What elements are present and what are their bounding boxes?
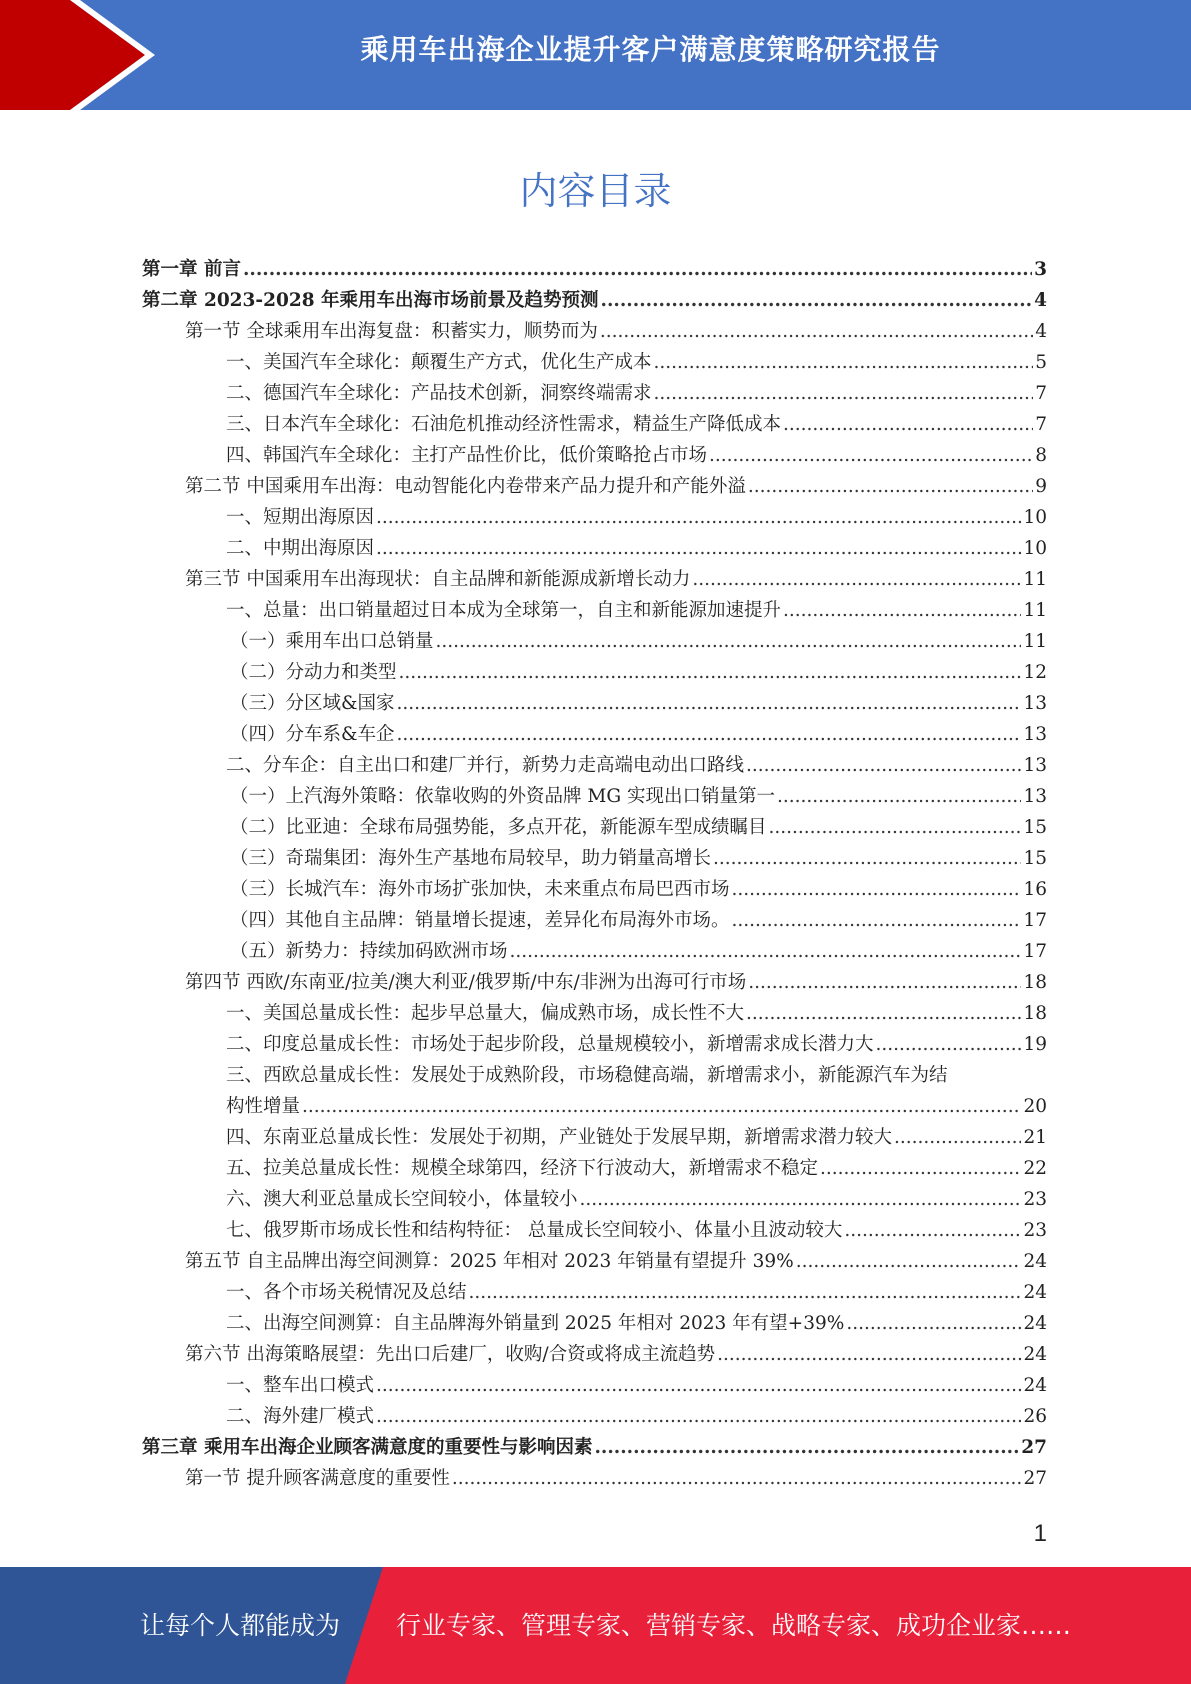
toc-page-number: 11 xyxy=(1023,631,1047,652)
toc-page-number: 4 xyxy=(1034,290,1047,311)
footer-slogan-left: 让每个人都能成为 xyxy=(140,1611,341,1640)
toc-leader-dots xyxy=(844,1215,1021,1246)
toc-page-number: 5 xyxy=(1035,352,1047,373)
toc-page-number: 10 xyxy=(1023,507,1047,528)
toc-page-number: 20 xyxy=(1023,1096,1047,1117)
toc-page-number: 22 xyxy=(1023,1158,1047,1179)
toc-entry[interactable] xyxy=(142,750,1047,781)
toc-entry[interactable] xyxy=(142,316,1047,347)
toc-entry-text: （三）长城汽车：海外市场扩张加快，未来重点布局巴西市场 xyxy=(230,879,730,900)
page-number: 1 xyxy=(1033,1520,1047,1547)
toc-leader-dots xyxy=(894,1122,1021,1153)
toc-entry-text: 一、美国汽车全球化：颠覆生产方式，优化生产成本 xyxy=(226,352,652,373)
toc-entry-text: 一、总量：出口销量超过日本成为全球第一，自主和新能源加速提升 xyxy=(226,600,782,621)
toc-leader-dots xyxy=(302,1091,1021,1122)
toc-leader-dots xyxy=(820,1153,1021,1184)
toc-page-number: 8 xyxy=(1035,445,1047,466)
toc-entry-text: （一）上汽海外策略：依靠收购的外资品牌 MG 实现出口销量第一 xyxy=(230,786,775,807)
toc-entry[interactable] xyxy=(142,1370,1047,1401)
toc-entry[interactable] xyxy=(142,1153,1047,1184)
toc-entry[interactable] xyxy=(142,1339,1047,1370)
toc-entry[interactable] xyxy=(142,1060,1047,1122)
toc-page-number: 7 xyxy=(1035,383,1047,404)
toc-entry-text: 第一节 全球乘用车出海复盘：积蓄实力，顺势而为 xyxy=(185,321,598,342)
toc-entry-text: （四）分车系&车企 xyxy=(230,724,395,745)
toc-entry[interactable] xyxy=(142,533,1047,564)
toc-leader-dots xyxy=(748,471,1033,502)
toc-title: 内容目录 xyxy=(519,169,672,213)
toc-leader-dots xyxy=(746,998,1021,1029)
toc-entry-text: 第五节 自主品牌出海空间测算：2025 年相对 2023 年销量有望提升 39% xyxy=(185,1251,794,1272)
header-title: 乘用车出海企业提升客户满意度策略研究报告 xyxy=(360,33,941,66)
toc-entry[interactable] xyxy=(142,874,1047,905)
toc-entry-text: （五）新势力：持续加码欧洲市场 xyxy=(230,941,508,962)
toc-leader-dots xyxy=(243,254,1032,285)
toc-page-number: 3 xyxy=(1034,259,1047,280)
toc-leader-dots xyxy=(396,719,1021,750)
toc-entry[interactable] xyxy=(142,905,1047,936)
toc-entry[interactable] xyxy=(142,595,1047,626)
toc-entry-text: 第二章 2023-2028 年乘用车出海市场前景及趋势预测 xyxy=(142,290,599,311)
toc-entry-text: 三、西欧总量成长性：发展处于成熟阶段，市场稳健高端，新增需求小，新能源汽车为结 xyxy=(226,1065,948,1086)
toc-entry-text: 二、德国汽车全球化：产品技术创新，洞察终端需求 xyxy=(226,383,652,404)
toc-leader-dots xyxy=(376,502,1021,533)
toc-leader-dots xyxy=(713,843,1021,874)
toc-leader-dots xyxy=(594,1432,1019,1463)
toc-entry[interactable] xyxy=(142,657,1047,688)
toc-entry-text: 二、分车企：自主出口和建厂并行，新势力走高端电动出口路线 xyxy=(226,755,745,776)
toc-entry-text: 二、海外建厂模式 xyxy=(226,1406,375,1427)
toc-page-number: 13 xyxy=(1023,724,1047,745)
toc-leader-dots xyxy=(717,1339,1021,1370)
toc-entry-text: 第六节 出海策略展望：先出口后建厂，收购/合资或将成主流趋势 xyxy=(185,1344,716,1365)
toc-entry-text: （二）比亚迪：全球布局强势能，多点开花，新能源车型成绩瞩目 xyxy=(230,817,767,838)
toc-leader-dots xyxy=(376,1401,1021,1432)
toc-entry[interactable] xyxy=(142,1277,1047,1308)
toc-entry-text: 第三节 中国乘用车出海现状：自主品牌和新能源成新增长动力 xyxy=(185,569,691,590)
toc-page-number: 23 xyxy=(1023,1189,1047,1210)
toc-leader-dots xyxy=(396,688,1021,719)
toc-entry[interactable] xyxy=(142,347,1047,378)
toc-entry-text: 二、出海空间测算：自主品牌海外销量到 2025 年相对 2023 年有望+39% xyxy=(226,1313,845,1334)
toc-leader-dots xyxy=(746,750,1021,781)
toc-leader-dots xyxy=(783,409,1033,440)
toc-entry-text: 第四节 西欧/东南亚/拉美/澳大利亚/俄罗斯/中东/非洲为出海可行市场 xyxy=(185,972,747,993)
toc-entry-text: 四、韩国汽车全球化：主打产品性价比，低价策略抢占市场 xyxy=(226,445,708,466)
toc-entry[interactable] xyxy=(142,471,1047,502)
table-of-contents xyxy=(142,254,1047,1494)
toc-page-number: 27 xyxy=(1023,1468,1047,1489)
toc-page-number: 7 xyxy=(1035,414,1047,435)
toc-entry[interactable] xyxy=(142,378,1047,409)
toc-page-number: 10 xyxy=(1023,538,1047,559)
page-footer xyxy=(0,1567,1191,1684)
toc-entry[interactable] xyxy=(142,1029,1047,1060)
toc-page-number: 13 xyxy=(1023,786,1047,807)
toc-leader-dots xyxy=(777,781,1021,812)
toc-leader-dots xyxy=(601,285,1033,316)
footer-slogan-right: 行业专家、管理专家、营销专家、战略专家、成功企业家…… xyxy=(396,1611,1072,1640)
toc-entry-text: （三）奇瑞集团：海外生产基地布局较早，助力销量高增长 xyxy=(230,848,712,869)
toc-leader-dots xyxy=(876,1029,1022,1060)
toc-entry[interactable] xyxy=(142,781,1047,812)
toc-entry-text: 第二节 中国乘用车出海：电动智能化内卷带来产品力提升和产能外溢 xyxy=(185,476,746,497)
toc-entry[interactable] xyxy=(142,1401,1047,1432)
toc-entry-text: 二、印度总量成长性：市场处于起步阶段，总量规模较小，新增需求成长潜力大 xyxy=(226,1034,874,1055)
toc-entry[interactable] xyxy=(142,998,1047,1029)
toc-page-number: 26 xyxy=(1023,1406,1047,1427)
toc-page-number: 11 xyxy=(1023,600,1047,621)
toc-page-number: 12 xyxy=(1023,662,1047,683)
toc-entry-text: 一、短期出海原因 xyxy=(226,507,375,528)
toc-page-number: 27 xyxy=(1021,1437,1047,1458)
toc-page-number: 21 xyxy=(1023,1127,1047,1148)
toc-entry[interactable] xyxy=(142,967,1047,998)
toc-leader-dots xyxy=(654,378,1034,409)
toc-entry[interactable] xyxy=(142,440,1047,471)
toc-page-number: 17 xyxy=(1023,910,1047,931)
toc-leader-dots xyxy=(654,347,1034,378)
toc-page-number: 18 xyxy=(1023,1003,1047,1024)
toc-page-number: 24 xyxy=(1023,1375,1047,1396)
toc-page-number: 24 xyxy=(1023,1344,1047,1365)
toc-entry[interactable] xyxy=(142,285,1047,316)
toc-entry-text: （一）乘用车出口总销量 xyxy=(230,631,434,652)
toc-page-number: 24 xyxy=(1023,1313,1047,1334)
toc-leader-dots xyxy=(796,1246,1022,1277)
toc-leader-dots xyxy=(580,1184,1022,1215)
toc-page-number: 23 xyxy=(1023,1220,1047,1241)
toc-leader-dots xyxy=(692,564,1021,595)
toc-page-number: 17 xyxy=(1023,941,1047,962)
toc-entry-text: 六、澳大利亚总量成长空间较小，体量较小 xyxy=(226,1189,578,1210)
toc-leader-dots xyxy=(436,626,1022,657)
toc-page-number: 13 xyxy=(1023,755,1047,776)
toc-page-number: 15 xyxy=(1023,848,1047,869)
toc-entry-text: 一、美国总量成长性：起步早总量大，偏成熟市场，成长性不大 xyxy=(226,1003,745,1024)
toc-entry[interactable] xyxy=(142,564,1047,595)
toc-entry[interactable] xyxy=(142,1246,1047,1277)
toc-entry-text: 第一节 提升顾客满意度的重要性 xyxy=(185,1468,450,1489)
toc-entry-text: 一、整车出口模式 xyxy=(226,1375,375,1396)
toc-page-number: 11 xyxy=(1023,569,1047,590)
toc-entry-text-continuation: 构性增量 xyxy=(226,1096,301,1117)
toc-entry-text: 七、俄罗斯市场成长性和结构特征： 总量成长空间较小、体量小且波动较大 xyxy=(226,1220,843,1241)
toc-entry[interactable] xyxy=(142,1432,1047,1463)
toc-leader-dots xyxy=(709,440,1033,471)
toc-leader-dots xyxy=(748,967,1021,998)
toc-leader-dots xyxy=(732,874,1022,905)
toc-entry-text: 四、东南亚总量成长性：发展处于初期，产业链处于发展早期，新增需求潜力较大 xyxy=(226,1127,893,1148)
toc-leader-dots xyxy=(769,812,1022,843)
toc-entry[interactable] xyxy=(142,1463,1047,1494)
toc-page-number: 18 xyxy=(1023,972,1047,993)
toc-entry-text: 三、日本汽车全球化：石油危机推动经济性需求，精益生产降低成本 xyxy=(226,414,782,435)
toc-entry-text: （二）分动力和类型 xyxy=(230,662,397,683)
toc-entry[interactable] xyxy=(142,502,1047,533)
toc-entry[interactable] xyxy=(142,626,1047,657)
toc-leader-dots xyxy=(732,905,1022,936)
toc-page-number: 19 xyxy=(1023,1034,1047,1055)
toc-page-number: 24 xyxy=(1023,1282,1047,1303)
toc-entry-continuation xyxy=(226,1091,1047,1122)
toc-entry[interactable] xyxy=(142,688,1047,719)
toc-entry[interactable] xyxy=(142,936,1047,967)
toc-entry-text: 第一章 前言 xyxy=(142,259,241,280)
toc-entry[interactable] xyxy=(142,409,1047,440)
page-header xyxy=(0,0,1191,110)
toc-page-number: 13 xyxy=(1023,693,1047,714)
toc-leader-dots xyxy=(376,1370,1021,1401)
toc-entry-text: 五、拉美总量成长性：规模全球第四，经济下行波动大，新增需求不稳定 xyxy=(226,1158,819,1179)
toc-leader-dots xyxy=(452,1463,1022,1494)
toc-entry[interactable] xyxy=(142,254,1047,285)
toc-leader-dots xyxy=(783,595,1021,626)
toc-leader-dots xyxy=(376,533,1021,564)
toc-leader-dots xyxy=(600,316,1033,347)
toc-entry[interactable] xyxy=(142,1308,1047,1339)
toc-entry[interactable] xyxy=(142,1122,1047,1153)
toc-entry-text: （四）其他自主品牌：销量增长提速，差异化布局海外市场。 xyxy=(230,910,730,931)
toc-entry[interactable] xyxy=(142,719,1047,750)
toc-leader-dots xyxy=(399,657,1022,688)
toc-leader-dots xyxy=(469,1277,1022,1308)
toc-page-number: 9 xyxy=(1035,476,1047,497)
toc-entry-text: 一、各个市场关税情况及总结 xyxy=(226,1282,467,1303)
toc-entry[interactable] xyxy=(142,1184,1047,1215)
toc-page-number: 24 xyxy=(1023,1251,1047,1272)
toc-page-number: 16 xyxy=(1023,879,1047,900)
toc-entry-text: 第三章 乘用车出海企业顾客满意度的重要性与影响因素 xyxy=(142,1437,593,1458)
toc-entry[interactable] xyxy=(142,843,1047,874)
toc-entry[interactable] xyxy=(142,812,1047,843)
toc-page-number: 15 xyxy=(1023,817,1047,838)
toc-entry-text: 二、中期出海原因 xyxy=(226,538,375,559)
toc-entry-text: （三）分区域&国家 xyxy=(230,693,395,714)
toc-page-number: 4 xyxy=(1035,321,1047,342)
toc-leader-dots xyxy=(510,936,1022,967)
toc-leader-dots xyxy=(846,1308,1021,1339)
toc-entry[interactable] xyxy=(142,1215,1047,1246)
